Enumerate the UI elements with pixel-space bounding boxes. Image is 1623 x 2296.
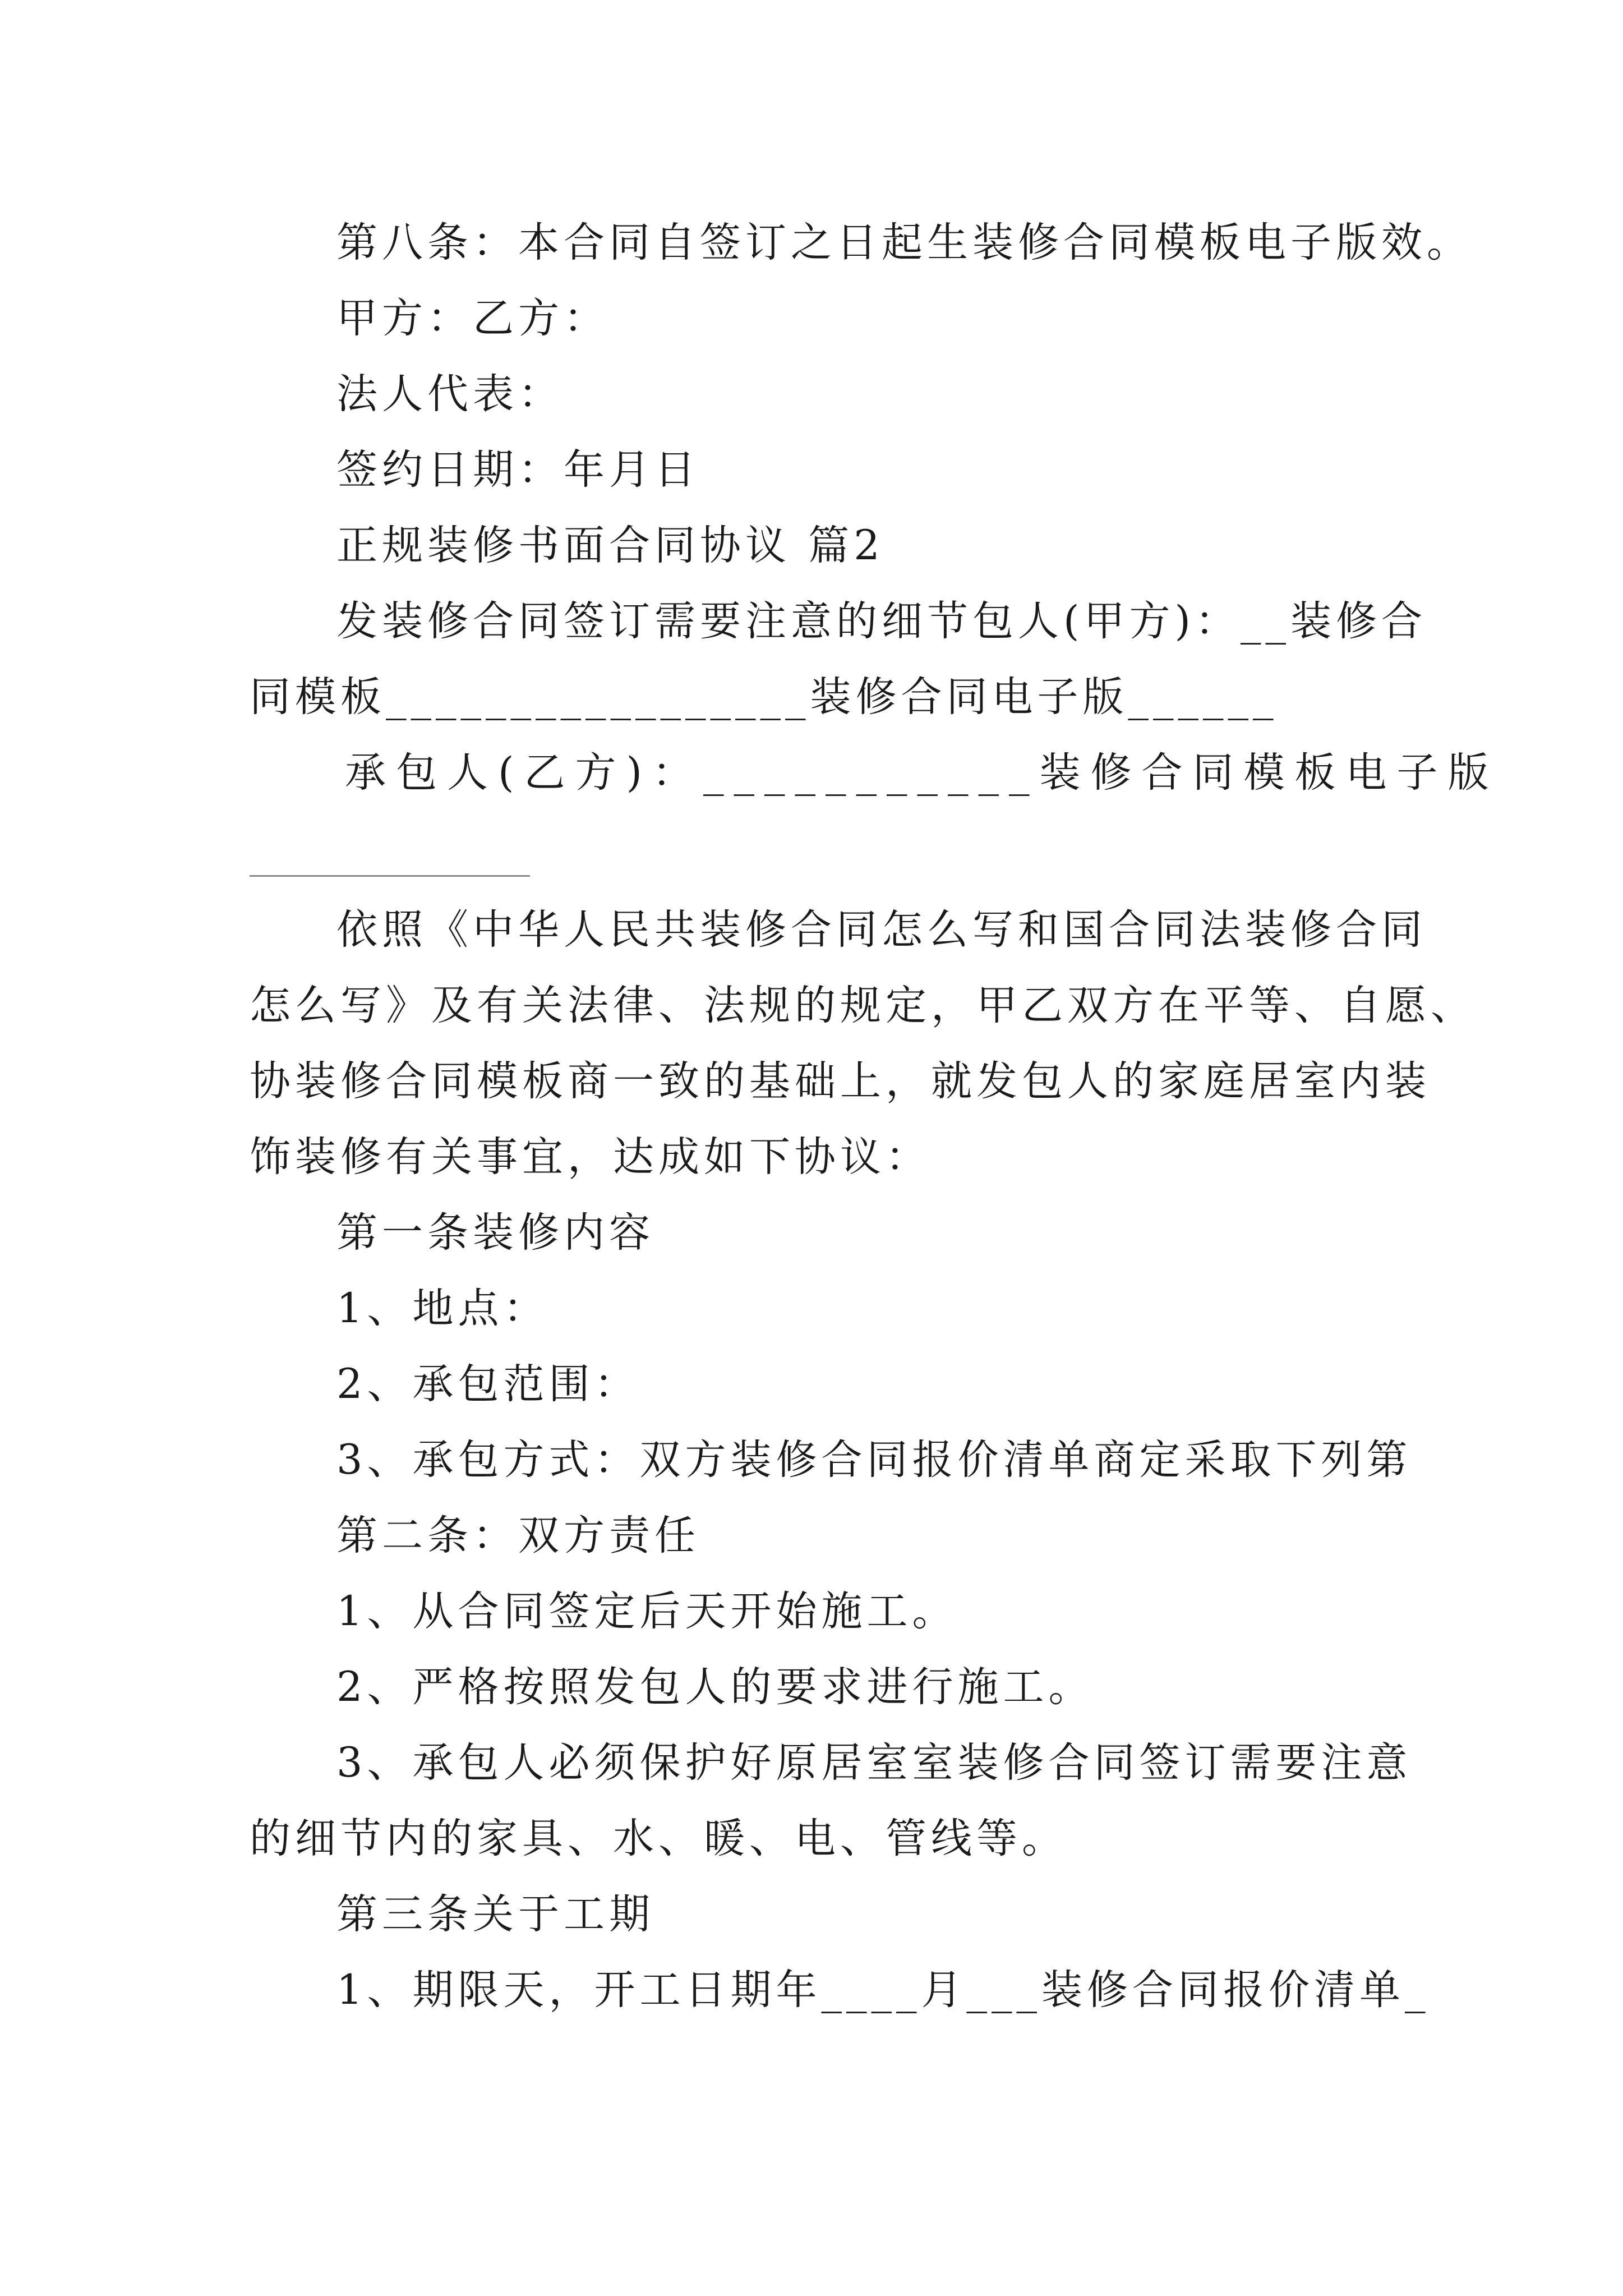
duty-item-2: 2、严格按照发包人的要求进行施工。 bbox=[336, 1663, 1094, 1711]
item-location: 1、地点： bbox=[336, 1285, 549, 1332]
contractor-party-a-line: 发装修合同签订需要注意的细节包人(甲方)：__装修合 bbox=[336, 597, 1427, 645]
duty-item-3: 3、承包人必须保护好原居室室装修合同签订需要注意 bbox=[336, 1739, 1412, 1787]
blank-underline bbox=[250, 875, 530, 877]
section-heading: 正规装修书面合同协议 篇2 bbox=[336, 522, 884, 569]
legal-representative-line: 法人代表： bbox=[336, 370, 564, 418]
preamble-line-4: 饰装修有关事宜，达成如下协议： bbox=[250, 1133, 931, 1181]
article-1-heading: 第一条装修内容 bbox=[336, 1209, 654, 1257]
preamble-line-1: 依照《中华人民共装修合同怎么写和国合同法装修合同 bbox=[336, 906, 1427, 954]
item-scope: 2、承包范围： bbox=[336, 1360, 640, 1408]
preamble-line-3: 协装修合同模板商一致的基础上，就发包人的家庭居室内装 bbox=[250, 1057, 1431, 1105]
contract-template-line: 同模板_________________装修合同电子版______ bbox=[250, 673, 1278, 721]
article-2-heading: 第二条：双方责任 bbox=[336, 1512, 700, 1559]
signing-date-line: 签约日期：年月日 bbox=[336, 446, 700, 494]
article-3-heading: 第三条关于工期 bbox=[336, 1890, 654, 1938]
contractor-party-b-line: 承包人(乙方)：___________装修合同模板电子版 bbox=[345, 749, 1499, 797]
item-method: 3、承包方式：双方装修合同报价清单商定采取下列第 bbox=[336, 1436, 1412, 1484]
duty-item-1: 1、从合同签定后天开始施工。 bbox=[336, 1588, 958, 1635]
period-item-1: 1、期限天，开工日期年____月___装修合同报价清单_ bbox=[336, 1966, 1430, 2014]
party-a-b-line: 甲方：乙方： bbox=[336, 295, 609, 342]
duty-item-3-cont: 的细节内的家具、水、暖、电、管线等。 bbox=[250, 1815, 1067, 1862]
preamble-line-2: 怎么写》及有关法律、法规的规定，甲乙双方在平等、自愿、 bbox=[250, 982, 1476, 1029]
article-8-line: 第八条：本合同自签订之日起生装修合同模板电子版效。 bbox=[336, 219, 1472, 266]
